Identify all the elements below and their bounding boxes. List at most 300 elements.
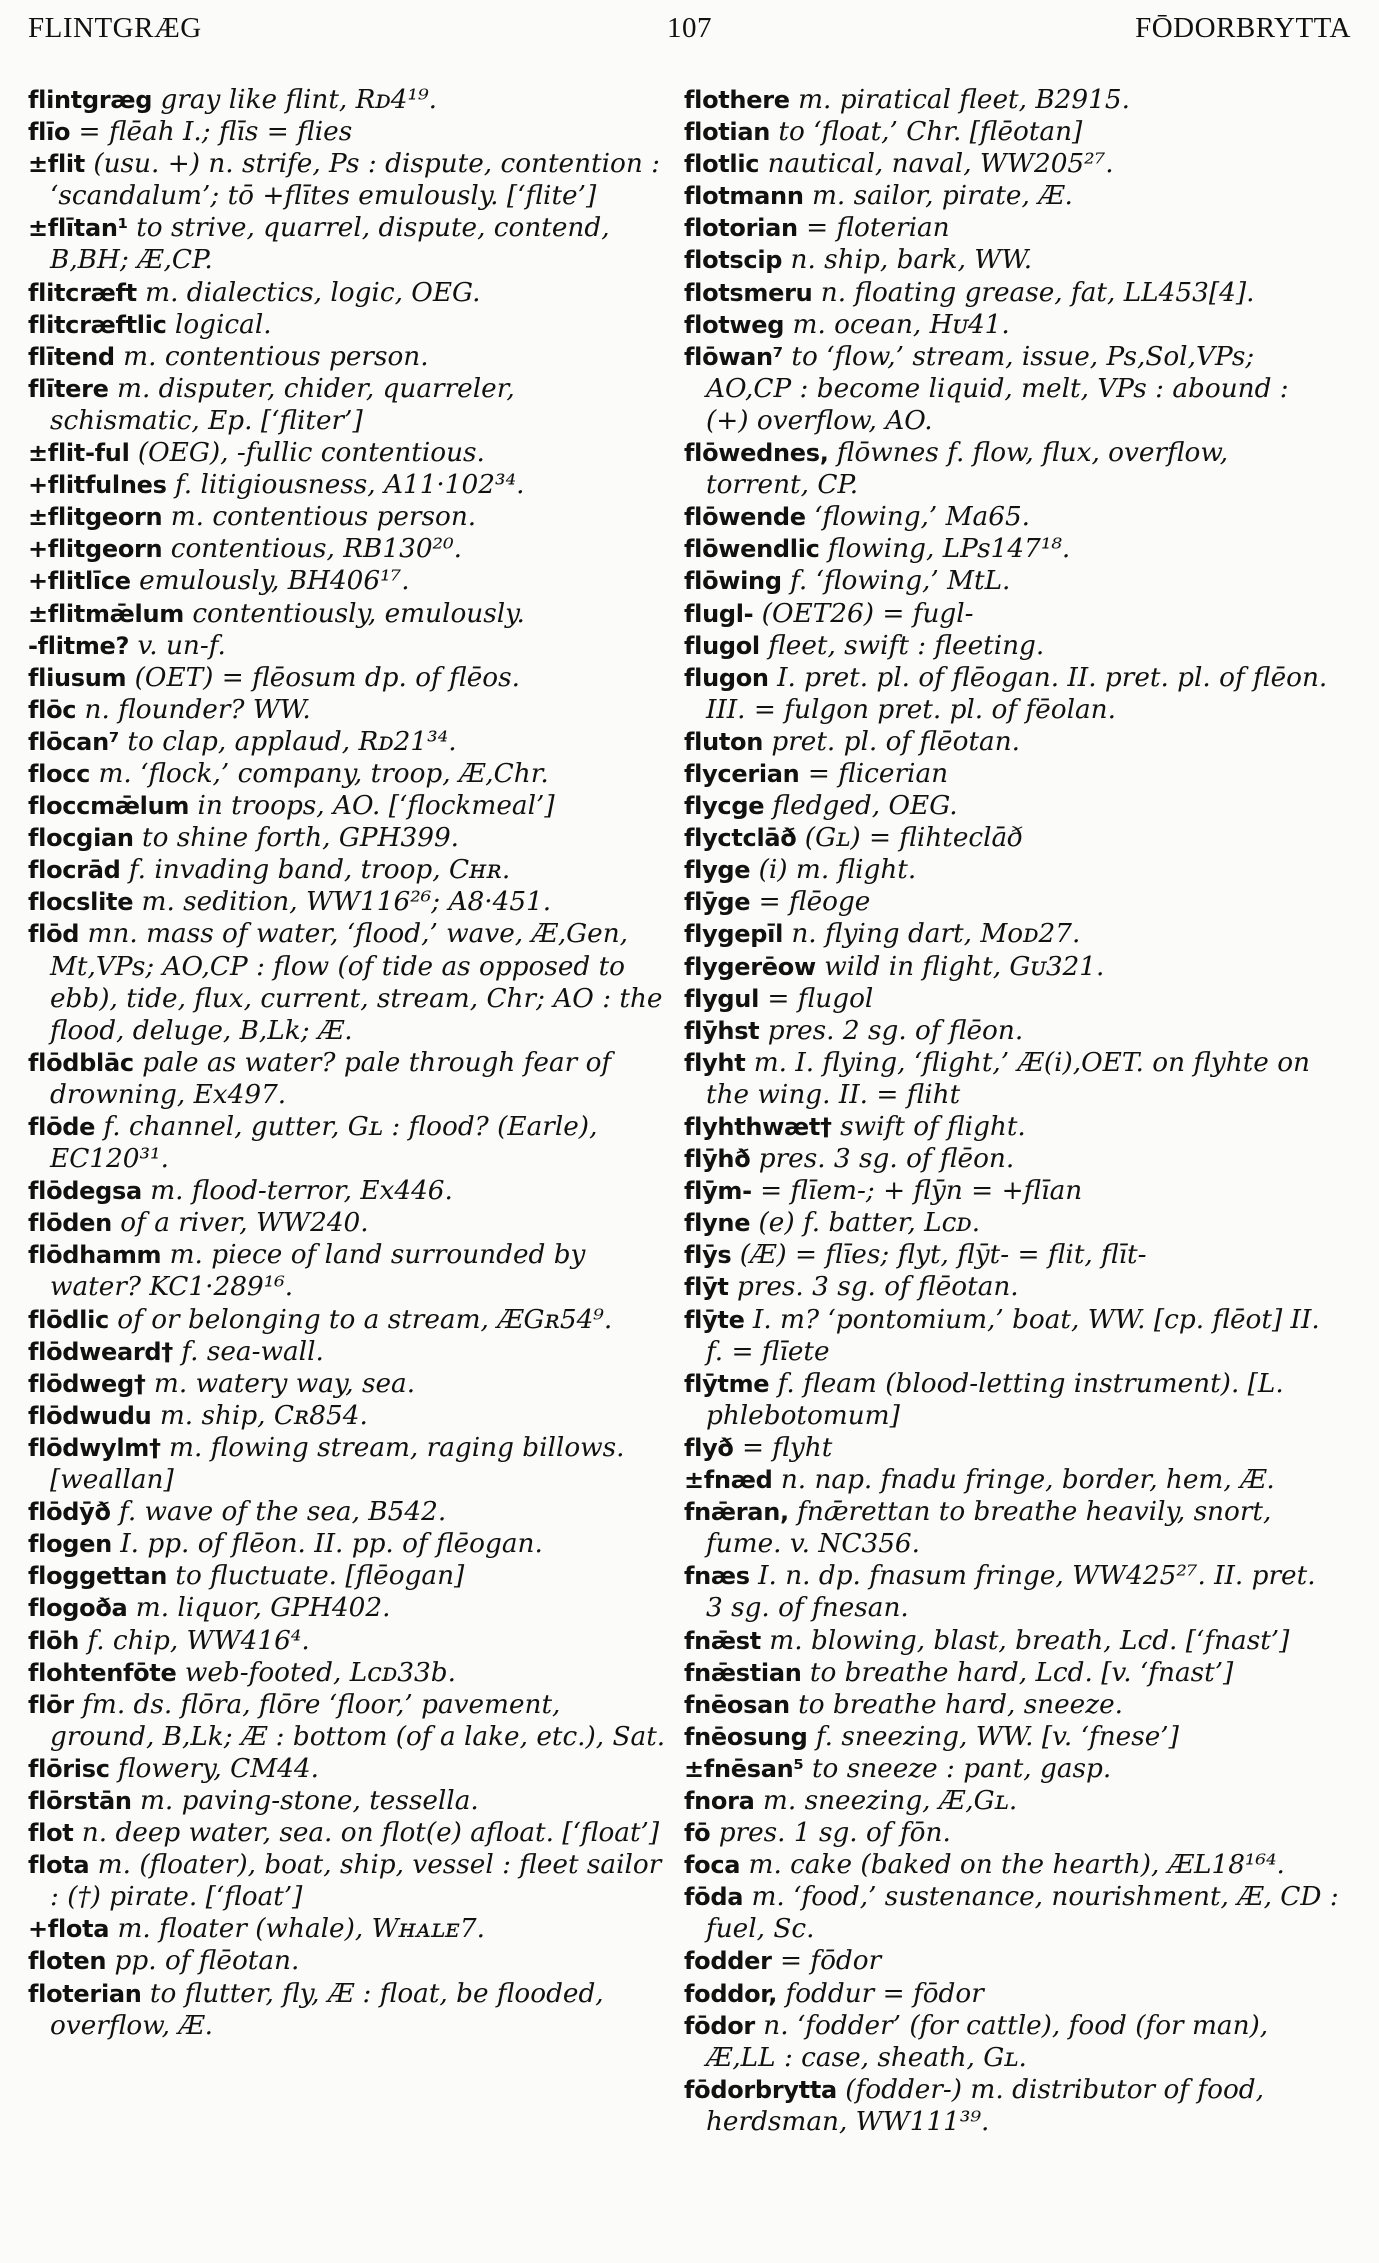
dictionary-entry [684,1368,1339,1432]
dictionary-entry [684,1175,1339,1207]
definition: flōwnes f. flow, flux, overflow, torrent, CP. [706,438,1229,501]
dictionary-entry [684,1143,1339,1175]
dictionary-entry [684,1978,1339,2010]
headword: fō [684,1819,711,1848]
definition: = flēah I.; flīs = flies [70,117,353,148]
definition: m. watery way, sea. [145,1368,416,1399]
headword: flyhthwæt† [684,1113,832,1141]
definition: to ‘float,’ Chr. [flēotan] [770,117,1083,148]
headword: fōdor [684,2011,755,2040]
dictionary-entry [684,598,1339,630]
dictionary-entry [28,373,668,437]
headword: flyð [684,1433,734,1462]
dictionary-entry [28,1753,668,1785]
definition: fnǣrettan to breathe heavily, snort, fume. v. NC356. [706,1497,1272,1560]
headword: fodder [684,1947,772,1976]
definition: to clap, applaud, Rᴅ21³⁴. [119,726,457,757]
definition: gray like flint, Rᴅ4¹⁹. [152,85,437,115]
dictionary-entry [28,148,668,212]
dictionary-entry [28,694,668,726]
headword: ±flitgeorn [28,503,163,532]
headword: flōwendlic [684,535,820,564]
headword: foca [684,1851,741,1880]
dictionary-entry [684,758,1339,790]
definition: wild in flight, Gᴜ321. [815,951,1105,982]
headword: flōwednes, [684,439,829,468]
headword: flota [28,1851,90,1880]
dictionary-entry [684,1047,1339,1111]
dictionary-entry [684,918,1339,950]
dictionary-entry [28,501,668,533]
running-head-left: FLINTGRÆG [28,12,202,44]
definition: ‘flowing,’ Ma65. [805,502,1031,533]
headword: flōd [28,920,80,949]
definition: to flutter, fly, Æ : float, be flooded, overflow, Æ. [50,1978,604,2041]
headword: flȳm- [684,1177,752,1206]
definition: (i) m. flight. [750,855,917,886]
headword: -flitme? [28,631,130,660]
dictionary-entry [28,84,668,116]
headword: flȳhð [684,1145,751,1174]
definition: m. ‘food,’ sustenance, nourishment, Æ, CD : fuel, Sc. [706,1882,1339,1945]
headword: flyht [684,1048,746,1077]
definition: m. flowing stream, raging billows. [weallan] [50,1432,625,1496]
dictionary-entry [684,854,1339,886]
dictionary-entry [28,565,668,597]
definition: m. piece of land surrounded by water? KC1·289¹⁶. [50,1240,586,1303]
dictionary-entry [684,1271,1339,1303]
dictionary-entry [28,1047,668,1111]
dictionary-entry [684,1304,1339,1368]
dictionary-entry [28,758,668,790]
definition: f. sneezing, WW. [v. ‘fnese’] [807,1721,1179,1752]
headword: flīo [28,118,71,147]
dictionary-entry [28,1175,668,1207]
definition: fledged, OEG. [764,791,958,822]
definition: swift of flight. [831,1112,1026,1142]
headword: flōde [28,1113,96,1141]
dictionary-entry [28,1817,668,1849]
dictionary-entry [684,1496,1339,1560]
headword: flotorian [684,214,798,243]
headword: +flitgeorn [28,535,163,564]
dictionary-entry [684,1239,1339,1271]
definition: n. nap. fnadu fringe, border, hem, Æ. [772,1465,1275,1496]
definition: m. cake (baked on the hearth), ÆL18¹⁶⁴. [740,1850,1285,1881]
definition: m. ‘flock,’ company, troop, Æ,Chr. [90,758,549,789]
headword: flugol [684,631,760,660]
headword: flocc [28,759,91,788]
dictionary-entry [684,1657,1339,1689]
headword: foddor, [684,1979,778,2008]
definition: m. disputer, chider, quarreler, schismatic, Ep. [‘fliter’] [50,373,515,436]
dictionary-entry [28,116,668,148]
definition: pres. 3 sg. of flēotan. [728,1272,1019,1303]
definition: I. pret. pl. of flēogan. II. pret. pl. of flēon. III. = fulgon pret. pl. of fēolan. [706,662,1328,725]
headword: flotsmeru [684,278,813,307]
dictionary-entry [684,212,1339,244]
headword: flōdhamm [28,1241,162,1270]
definition: m. paving-stone, tessella. [131,1785,479,1816]
headword: flygerēow [684,952,816,981]
dictionary-entry [28,437,668,469]
definition: pp. of flēotan. [106,1946,300,1977]
dictionary-entry [684,1432,1339,1464]
dictionary-entry [28,1945,668,1977]
definition: f. wave of the sea, B542. [110,1497,447,1528]
definition: m. I. flying, ‘flight,’ Æ(i),OET. on flyhte on the wing. II. = fliht [706,1047,1310,1110]
definition: = floterian [797,213,950,244]
definition: (OET) = flēosum dp. of flēos. [126,662,520,693]
dictionary-entry [684,1849,1339,1881]
definition: flowery, CM44. [109,1753,319,1784]
headword: flōwende [684,503,806,532]
dictionary-entry [684,886,1339,918]
headword: flōden [28,1209,112,1238]
headword: flōdȳð [28,1498,111,1527]
headword: flotmann [684,182,804,211]
definition: m. contentious person. [162,502,477,533]
headword: fluton [684,727,764,756]
definition: (Gʟ) = flihteclāð [796,823,1024,854]
definition: n. flying dart, Mᴏᴅ27. [783,919,1081,950]
definition: to strive, quarrel, dispute, contend, B,BH; Æ,CP. [50,213,610,276]
headword: fnēosan [684,1690,790,1719]
definition: m. blowing, blast, breath, Lcd. [‘fnast’] [760,1625,1290,1656]
headword: fnæs [684,1562,750,1591]
headword: flōdweard† [28,1337,173,1366]
definition: f. ‘flowing,’ MtL. [781,566,1011,597]
dictionary-entry [684,277,1339,309]
dictionary-entry [684,983,1339,1015]
definition: fm. ds. flōra, flōre ‘floor,’ pavement, ground, B,Lk; Æ : bottom (of a lake, etc.), Sat. [50,1689,666,1752]
definition: foddur = fōdor [777,1978,984,2009]
dictionary-entry [684,726,1339,758]
dictionary-entry [684,501,1339,533]
dictionary-entry [28,790,668,822]
definition: m. dialectics, logic, OEG. [136,277,481,308]
definition: n. deep water, sea. on flot(e) afloat. [‘float’] [73,1818,660,1849]
definition: contentiously, emulously. [183,598,525,629]
definition: logical. [166,309,272,340]
definition: (OET26) = fugl- [753,598,974,629]
definition: to breathe hard, sneeze. [789,1689,1124,1720]
dictionary-entry [684,951,1339,983]
definition: m. flood-terror, Ex446. [141,1176,453,1207]
definition: I. m? ‘pontomium,’ boat, WW. [cp. flēot] II. f. = flīete [706,1304,1320,1367]
dictionary-entry [684,1560,1339,1624]
headword: flōdweg† [28,1369,146,1398]
definition: m. floater (whale), Wʜᴀʟᴇ7. [109,1914,485,1945]
definition: pres. 2 sg. of flēon. [759,1015,1024,1046]
dictionary-entry [684,630,1339,662]
dictionary-entry [684,2010,1339,2074]
left-column [28,84,668,2042]
headword: flotweg [684,310,785,339]
definition: pale as water? pale through fear of drowning, Ex497. [50,1047,612,1110]
dictionary-entry [28,1785,668,1817]
headword: floccmǣlum [28,792,190,821]
headword: flotscip [684,246,783,275]
headword: flothere [684,86,790,114]
headword: flōdlic [28,1305,109,1334]
definition: m. sedition, WW116²⁶; A8·451. [133,887,552,918]
headword: floterian [28,1979,142,2008]
headword: flycerian [684,759,800,788]
dictionary-entry [28,1496,668,1528]
headword: +flitfulnes [28,471,167,500]
dictionary-entry [684,148,1339,180]
definition: = flicerian [799,758,949,789]
headword: flȳge [684,888,751,917]
definition: nautical, naval, WW205²⁷. [759,149,1114,180]
dictionary-entry [28,212,668,276]
dictionary-entry [28,726,668,758]
definition: to sneeze : pant, gasp. [803,1753,1112,1784]
definition: = flugol [759,983,874,1014]
headword: flintgræg [28,86,153,114]
headword: fnǣst [684,1626,761,1655]
definition: = fōdor [771,1946,882,1977]
headword: fnǣran, [684,1498,789,1527]
definition: f. channel, gutter, Gʟ : flood? (Earle), EC120³¹. [50,1112,598,1175]
dictionary-entry [684,565,1339,597]
headword: fōdorbrytta [684,2075,837,2104]
dictionary-entry [28,341,668,373]
definition: m. ocean, Hᴜ41. [784,309,1010,340]
page-number: 107 [667,12,712,44]
definition: m. (floater), boat, ship, vessel : fleet sailor : (†) pirate. [‘float’] [50,1850,662,1913]
definition: (OEG), -fullic contentious. [129,438,485,469]
headword: fnǣstian [684,1658,802,1687]
dictionary-entry [28,1913,668,1945]
definition: emulously, BH406¹⁷. [130,566,410,597]
dictionary-entry [684,1207,1339,1239]
dictionary-entry [28,1592,668,1624]
headword: fliusum [28,663,127,692]
dictionary-entry [684,84,1339,116]
headword: fnora [684,1786,755,1815]
definition: m. sneezing, Æ,Gʟ. [754,1785,1018,1816]
definition: = flyht [733,1432,833,1463]
headword: flot [28,1819,74,1848]
dictionary-entry [28,1336,668,1368]
definition: to ‘flow,’ stream, issue, Ps,Sol,VPs; AO,CP : become liquid, melt, VPs : abound : (+) overflow, AO. [706,341,1289,436]
headword: flītere [28,374,109,403]
headword: flōdblāc [28,1048,134,1077]
dictionary-entry [28,598,668,630]
dictionary-entry [28,886,668,918]
headword: ±flit-ful [28,439,130,468]
dictionary-entry [684,1753,1339,1785]
definition: in troops, AO. [‘flockmeal’] [189,791,555,822]
headword: flōh [28,1626,80,1655]
headword: flyctclāð [684,824,797,853]
headword: flōr [28,1690,74,1719]
dictionary-entry [684,1721,1339,1753]
definition: to shine forth, GPH399. [133,823,460,854]
headword: flōcan⁷ [28,727,120,756]
definition: to breathe hard, Lcd. [v. ‘fnast’] [801,1657,1234,1688]
dictionary-entry [684,822,1339,854]
headword: flōrstān [28,1786,132,1815]
headword: flȳs [684,1241,732,1270]
headword: flitcræftlic [28,310,167,339]
dictionary-entry [28,1207,668,1239]
dictionary-entry [28,1368,668,1400]
dictionary-entry [28,1304,668,1336]
dictionary-entry [28,854,668,886]
definition: web-footed, Lᴄᴅ33b. [176,1657,456,1688]
dictionary-entry [28,1560,668,1592]
dictionary-entry [684,180,1339,212]
dictionary-entry [28,533,668,565]
definition: (Æ) = flīes; flyt, flȳt- = flit, flīt- [731,1240,1147,1271]
headword: flotlic [684,150,760,179]
headword: fnēosung [684,1722,808,1751]
definition: of or belonging to a stream, ÆGʀ54⁹. [108,1304,613,1335]
headword: floggettan [28,1562,168,1591]
dictionary-entry [684,341,1339,437]
dictionary-entry [684,1689,1339,1721]
headword: flȳt [684,1273,729,1302]
definition: f. sea-wall. [173,1336,324,1367]
dictionary-entry [684,437,1339,501]
definition: mn. mass of water, ‘flood,’ wave, Æ,Gen, Mt,VPs; AO,CP : flow (of tide as opposed to ebb), tide, flux, current, stream, Chr; AO : the flood, deluge, B,Lk; Æ. [50,919,663,1046]
running-head-right: FŌDORBRYTTA [1135,12,1351,44]
dictionary-entry [684,1625,1339,1657]
dictionary-entry [28,277,668,309]
headword: flōdwudu [28,1401,152,1430]
definition: f. fleam (blood-letting instrument). [L. phlebotomum] [706,1368,1284,1431]
definition: to fluctuate. [flēogan] [167,1561,465,1592]
headword: flohtenfōte [28,1658,177,1687]
definition: contentious, RB130²⁰. [162,534,463,565]
dictionary-entry [684,533,1339,565]
definition: fleet, swift : fleeting. [759,630,1045,661]
headword: flycge [684,792,765,821]
dictionary-entry [684,309,1339,341]
headword: flōdegsa [28,1177,142,1206]
headword: flȳhst [684,1016,760,1045]
definition: flowing, LPs147¹⁸. [819,534,1071,565]
dictionary-entry [684,1785,1339,1817]
headword: flyne [684,1209,751,1238]
definition: (usu. +) n. strife, Ps : dispute, contention : ‘scandalum’; tō +flītes emulously. [‘flite’] [50,149,660,212]
dictionary-entry [28,309,668,341]
definition: f. litigiousness, A11·102³⁴. [166,470,525,501]
dictionary-entry [28,822,668,854]
headword: flōrisc [28,1754,110,1783]
dictionary-entry [684,1817,1339,1849]
headword: flygepīl [684,920,784,949]
definition: n. flounder? WW. [76,694,311,725]
definition: I. n. dp. fnasum fringe, WW425²⁷. II. pret. 3 sg. of fnesan. [706,1561,1316,1624]
dictionary-entry [684,662,1339,726]
right-column [684,84,1339,2138]
definition: n. ship, bark, WW. [782,245,1033,276]
definition: (e) f. batter, Lᴄᴅ. [750,1208,981,1239]
dictionary-entry [684,244,1339,276]
headword: floten [28,1947,107,1976]
definition: of a river, WW240. [111,1208,369,1239]
headword: flȳtme [684,1369,770,1398]
headword: flygul [684,984,760,1013]
headword: ±fnæd [684,1466,773,1495]
dictionary-entry [28,1849,668,1913]
headword: flōwan⁷ [684,342,784,371]
dictionary-entry [28,1528,668,1560]
dictionary-entry [28,1432,668,1496]
headword: flȳte [684,1305,745,1334]
headword: ±flitmǣlum [28,599,184,628]
dictionary-entry [28,1657,668,1689]
definition: = flēoge [750,887,871,918]
dictionary-entry [684,2074,1339,2138]
dictionary-entry [684,1881,1339,1945]
headword: flītend [28,342,115,371]
dictionary-entry [28,918,668,1046]
page-header [28,12,1351,52]
headword: flocslite [28,888,134,917]
headword: ±flit [28,150,85,179]
dictionary-entry [28,662,668,694]
dictionary-entry [28,469,668,501]
definition: m. contentious person. [114,341,429,372]
dictionary-entry [28,1400,668,1432]
definition: = flīem-; + flȳn = +flīan [751,1176,1083,1207]
headword: flugon [684,663,769,692]
dictionary-entry [684,1464,1339,1496]
definition: (fodder-) m. distributor of food, herdsman, WW111³⁹. [706,2074,1264,2137]
definition: n. floating grease, fat, LL453[4]. [812,277,1255,308]
dictionary-entry [684,116,1339,148]
dictionary-entry [684,790,1339,822]
dictionary-entry [684,1015,1339,1047]
definition: m. sailor, pirate, Æ. [803,181,1073,212]
headword: +flitlīce [28,567,131,596]
definition: v. un-f. [129,630,226,661]
dictionary-entry [28,1111,668,1175]
dictionary-entry [684,1945,1339,1977]
headword: flōc [28,695,77,724]
definition: m. piratical fleet, B2915. [789,85,1130,115]
headword: flocrād [28,856,121,885]
definition: pret. pl. of flēotan. [763,726,1020,757]
headword: +flota [28,1915,110,1944]
headword: flocgian [28,824,134,853]
dictionary-entry [28,630,668,662]
headword: flyge [684,856,751,885]
headword: flotian [684,118,771,147]
dictionary-entry [28,1689,668,1753]
definition: m. liquor, GPH402. [127,1593,391,1624]
definition: pres. 1 sg. of fōn. [710,1818,951,1849]
headword: ±fnēsan⁵ [684,1754,804,1783]
definition: n. ‘fodder’ (for cattle), food (for man), Æ,LL : case, sheath, Gʟ. [706,2010,1269,2073]
dictionary-entry [28,1239,668,1303]
definition: f. chip, WW416⁴. [79,1625,310,1656]
headword: ±flītan¹ [28,214,128,243]
headword: flogen [28,1530,112,1559]
definition: m. ship, Cʀ854. [151,1400,368,1431]
headword: flitcræft [28,278,137,307]
headword: flōwing [684,567,782,596]
headword: flōdwylm† [28,1433,161,1462]
dictionary-entry [684,1111,1339,1143]
dictionary-entry [28,1625,668,1657]
headword: flugl- [684,599,754,628]
